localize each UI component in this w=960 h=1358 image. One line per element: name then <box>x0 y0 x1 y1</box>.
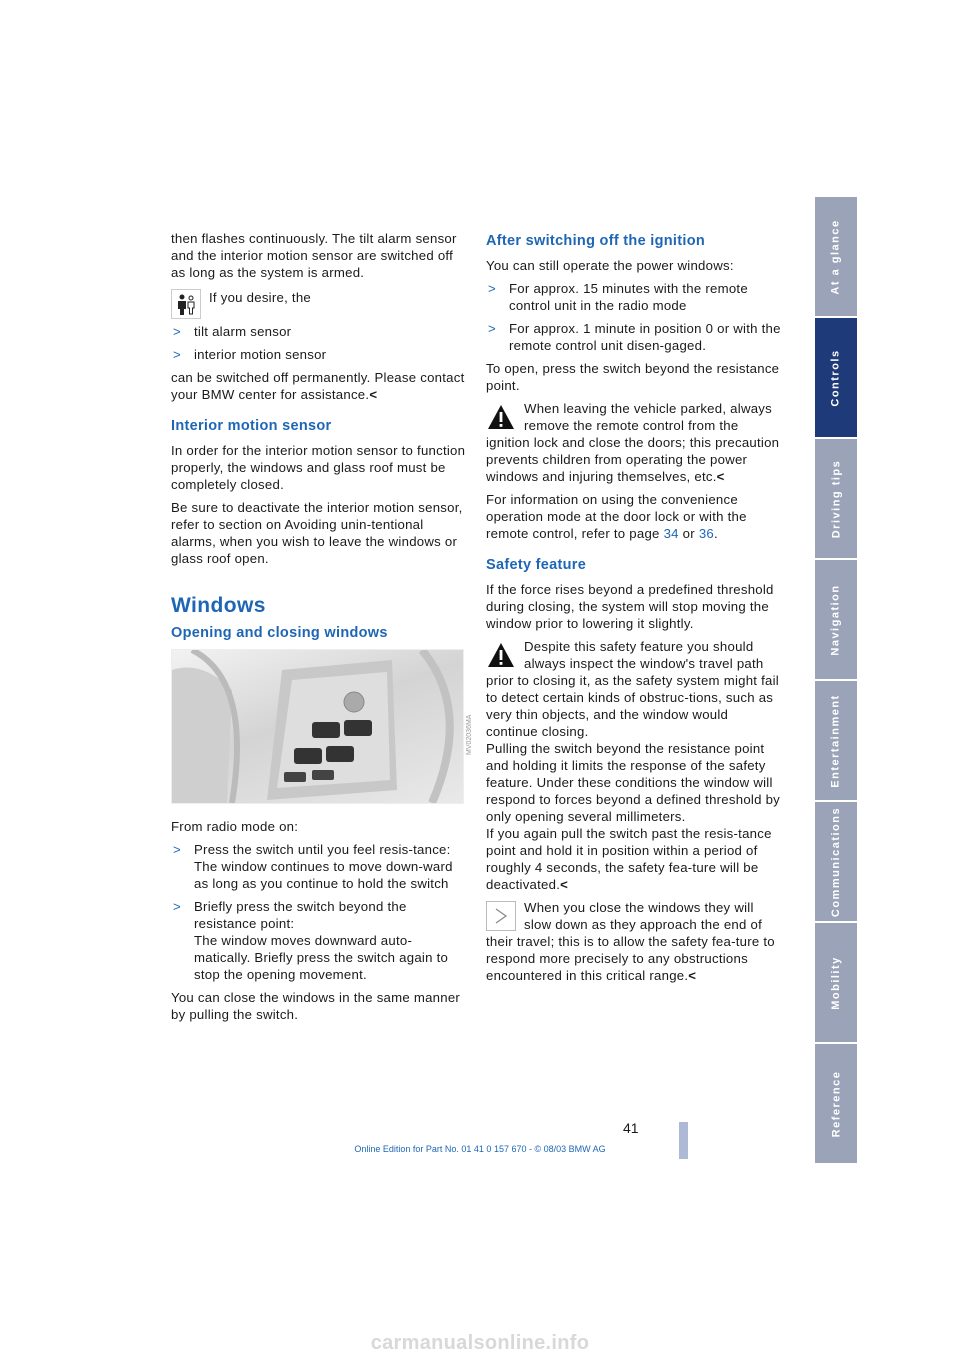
tab-navigation[interactable]: Navigation <box>815 560 857 679</box>
list-item: > interior motion sensor <box>173 347 327 362</box>
warning-note: When leaving the vehicle parked, always remove the remote control from the ignition lock and close the doors; this precaution prevents children from operating the power windows and injuring themselves, etc.< <box>486 401 780 484</box>
list-item: > For approx. 15 minutes with the remote control unit in the radio mode <box>488 281 748 313</box>
after-paragraph: You can still operate the power windows: <box>486 258 734 273</box>
heading-safety-feature: Safety feature <box>486 557 587 573</box>
intro-text: then flashes continuously. The tilt alarm sensor and the interior motion sensor are switched off as long as the system is armed. <box>171 231 457 280</box>
heading-after-ignition: After switching off the ignition <box>486 233 706 249</box>
end-mark-icon: < <box>716 469 725 484</box>
tab-mobility[interactable]: Mobility <box>815 923 857 1042</box>
end-mark-icon: < <box>369 387 378 402</box>
close-text: You can close the windows in the same manner by pulling the switch. <box>171 990 461 1022</box>
safety-paragraph: If the force rises beyond a predefined threshold during closing, the system will stop moving the window prior to lowering it slightly. <box>486 582 774 631</box>
list-item: > For approx. 1 minute in position 0 or with the remote control unit disen-gaged. <box>488 321 781 353</box>
switch-off-text: can be switched off permanently. Please contact your BMW center for assistance.< <box>171 370 465 402</box>
info-note: When you close the windows they will slow down as they approach the end of their travel; this is to allow the safety fea-ture to respond more precisely to any obstructions encountered in this critical range.< <box>486 900 775 983</box>
person-personalization-icon <box>171 289 201 319</box>
tab-reference[interactable]: Reference <box>815 1044 857 1163</box>
warning-triangle-icon <box>486 640 516 670</box>
window-switch-photo <box>171 649 464 804</box>
note-arrow-icon <box>486 901 516 931</box>
end-mark-icon: < <box>688 968 697 983</box>
tab-communications[interactable]: Communications <box>815 802 857 921</box>
radio-mode-text: From radio mode on: <box>171 819 299 834</box>
open-text: To open, press the switch beyond the resistance point. <box>486 361 780 393</box>
heading-opening-closing-windows: Opening and closing windows <box>171 625 388 641</box>
bullet-arrow-icon: > <box>488 321 496 336</box>
bullet-arrow-icon: > <box>488 281 496 296</box>
interior-paragraph-1: In order for the interior motion sensor to function properly, the windows and glass roof must be completely closed. <box>171 443 466 492</box>
page-number: 41 <box>623 1120 639 1136</box>
heading-interior-motion-sensor: Interior motion sensor <box>171 418 332 434</box>
personalize-note <box>171 287 466 319</box>
chapter-tabs <box>815 197 857 1165</box>
warning-note: Despite this safety feature you should always inspect the window's travel path prior to closing it, as the safety system might fail to detect certain kinds of obstruc-tions, such as very thin objects, and the window would continue closing. Pulling the switch beyond the resistance point and holding it limits the response of the safety feature. Under these conditions the window will respond to forces beyond a defined threshold by only opening several millimeters. If you again pull the switch past the resis-tance point and hold it in position within a period of roughly 4 seconds, the safety fea-ture will be deactivated.< <box>486 639 781 892</box>
right-column <box>486 230 781 984</box>
footer-edition: Online Edition for Part No. 01 41 0 157 670 - © 08/03 BMW AG <box>354 1144 606 1154</box>
page-link-36[interactable]: 36 <box>698 526 714 541</box>
end-mark-icon: < <box>560 877 569 892</box>
page-link-34[interactable]: 34 <box>663 526 679 541</box>
info-text: For information on using the convenience operation mode at the door lock or with the remote control, refer to page 34 or 36. <box>486 492 747 541</box>
bullet-arrow-icon: > <box>173 842 181 857</box>
watermark: carmanualsonline.info <box>370 1332 590 1354</box>
list-item: > Press the switch until you feel resis-tance: The window continues to move down-ward as long as you continue to hold the switch <box>173 842 453 891</box>
warning-triangle-icon <box>486 402 516 432</box>
tab-driving-tips[interactable]: Driving tips <box>815 439 857 558</box>
tab-controls[interactable]: Controls <box>815 318 857 437</box>
list-item: > tilt alarm sensor <box>173 324 292 339</box>
bullet-arrow-icon: > <box>173 347 181 362</box>
heading-windows: Windows <box>171 594 266 617</box>
tab-at-a-glance[interactable]: At a glance <box>815 197 857 316</box>
bullet-arrow-icon: > <box>173 324 181 339</box>
list-item: > Briefly press the switch beyond the resistance point: The window moves downward auto-matically. Briefly press the switch again to stop the opening movement. <box>173 899 449 982</box>
personalize-text: If you desire, the <box>209 290 311 305</box>
interior-paragraph-2: Be sure to deactivate the interior motion sensor, refer to section on Avoiding unin-tentional alarms, when you wish to leave the windows or glass roof open. <box>171 500 463 566</box>
tab-entertainment[interactable]: Entertainment <box>815 681 857 800</box>
left-column <box>171 230 466 1029</box>
bullet-arrow-icon: > <box>173 899 181 914</box>
photo-code: MV02036MA <box>466 714 473 755</box>
